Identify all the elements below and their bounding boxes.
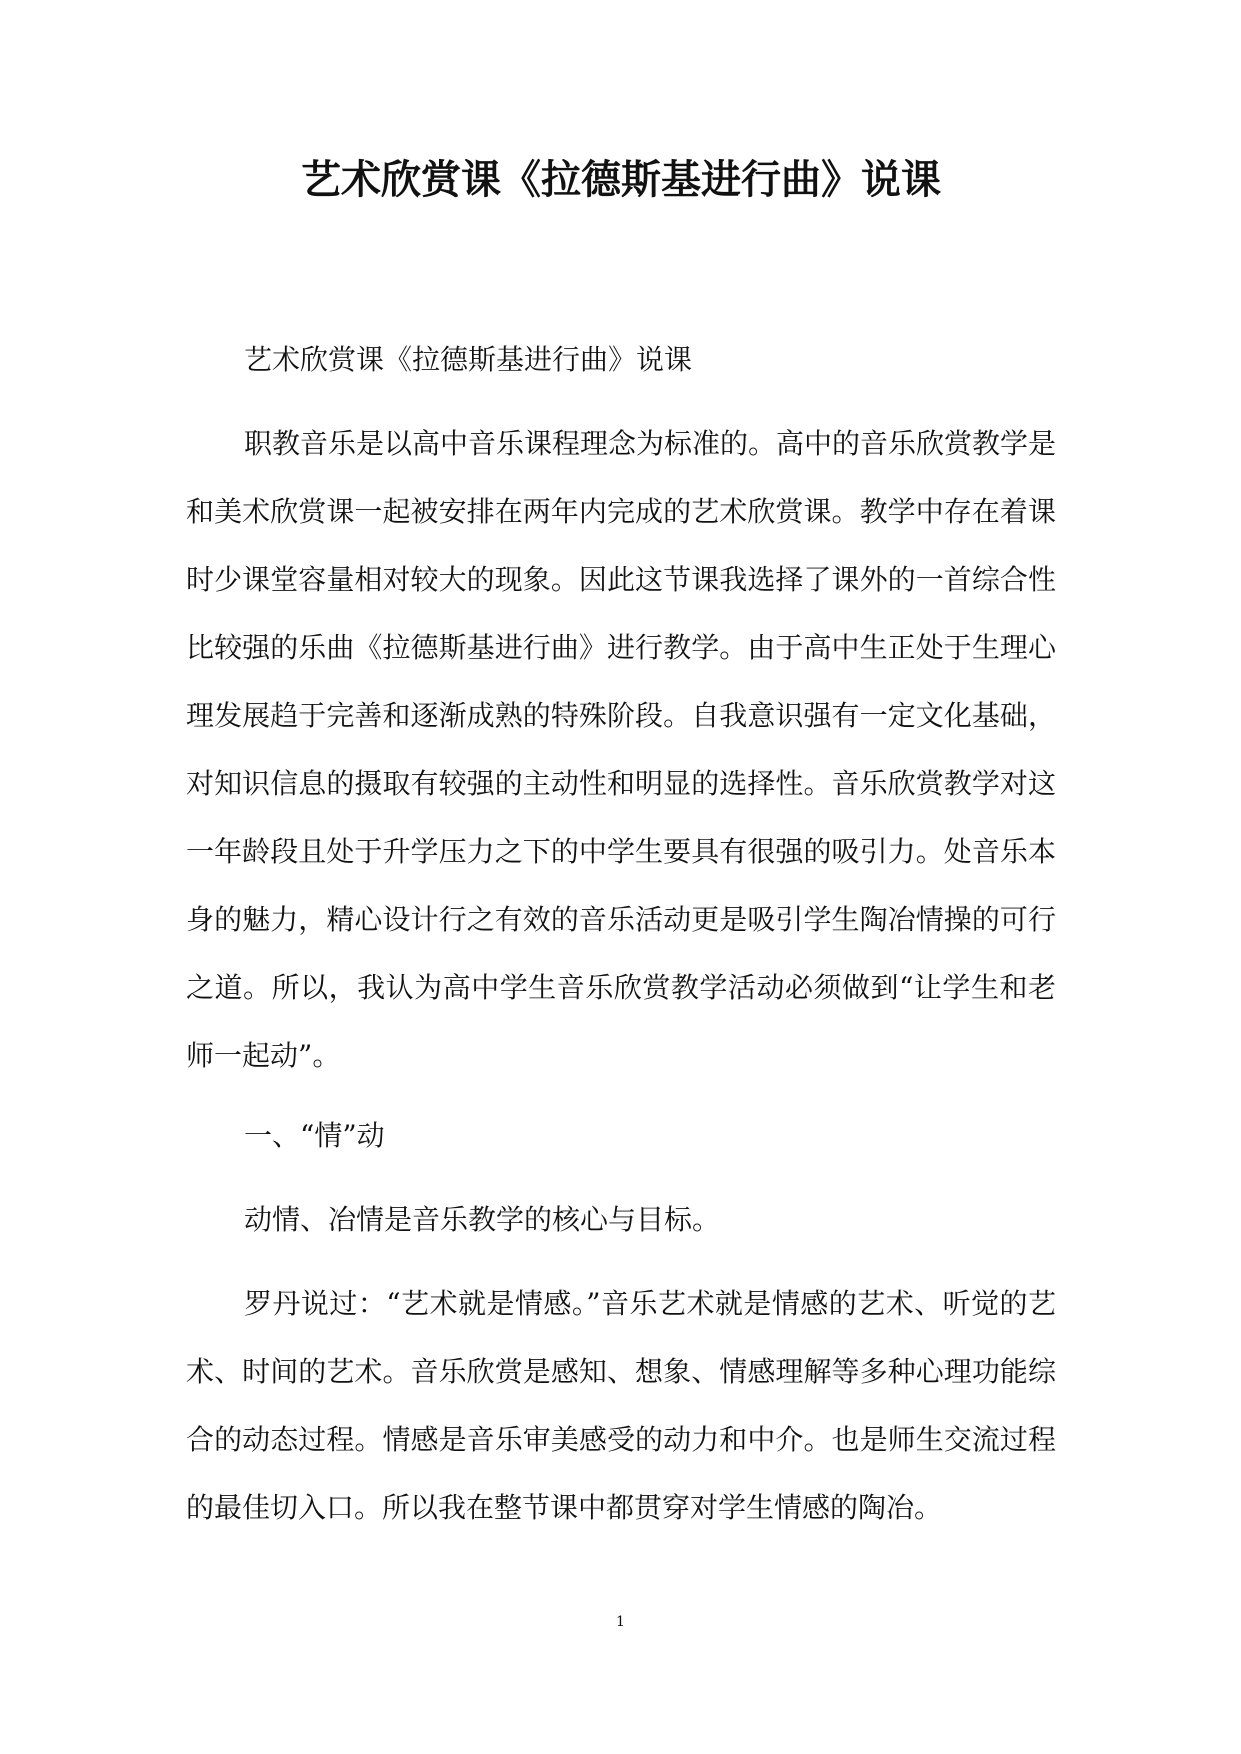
section-heading: 一、“情”动 [244, 1119, 385, 1152]
paragraph-core-goal: 动情、冶情是音乐教学的核心与目标。 [244, 1203, 721, 1236]
paragraph-intro: 职教音乐是以高中音乐课程理念为标准的。高中的音乐欣赏教学是和美术欣赏课一起被安排在两年内完成的艺术欣赏课。教学中存在着课时少课堂容量相对较大的现象。因此这节课我选择了课外的一首综合性比较强的乐曲《拉德斯基进行曲》进行教学。由于高中生正处于生理心理发展趋于完善和逐渐成熟的特殊阶段。自我意识强有一定文化基础，对知识信息的摄取有较强的主动性和明显的选择性。音乐欣赏教学对这一年龄段且处于升学压力之下的中学生要具有很强的吸引力。处音乐本身的魅力，精心设计行之有效的音乐活动更是吸引学生陶冶情操的可行之道。所以，我认为高中学生音乐欣赏教学活动必须做到“让学生和老师一起动”。 [186, 427, 1057, 1072]
document-title: 艺术欣赏课《拉德斯基进行曲》说课 [301, 156, 941, 203]
paragraph-subtitle: 艺术欣赏课《拉德斯基进行曲》说课 [244, 343, 693, 376]
document-body [186, 326, 1056, 1554]
paragraph-rodin-quote: 罗丹说过：“艺术就是情感。”音乐艺术就是情感的艺术、听觉的艺术、时间的艺术。音乐欣赏是感知、想象、情感理解等多种心理功能综合的动态过程。情感是音乐审美感受的动力和中介。也是师生交流过程的最佳切入口。所以我在整节课中都贯穿对学生情感的陶冶。 [186, 1287, 1056, 1524]
page-number: 1 [616, 1614, 625, 1630]
